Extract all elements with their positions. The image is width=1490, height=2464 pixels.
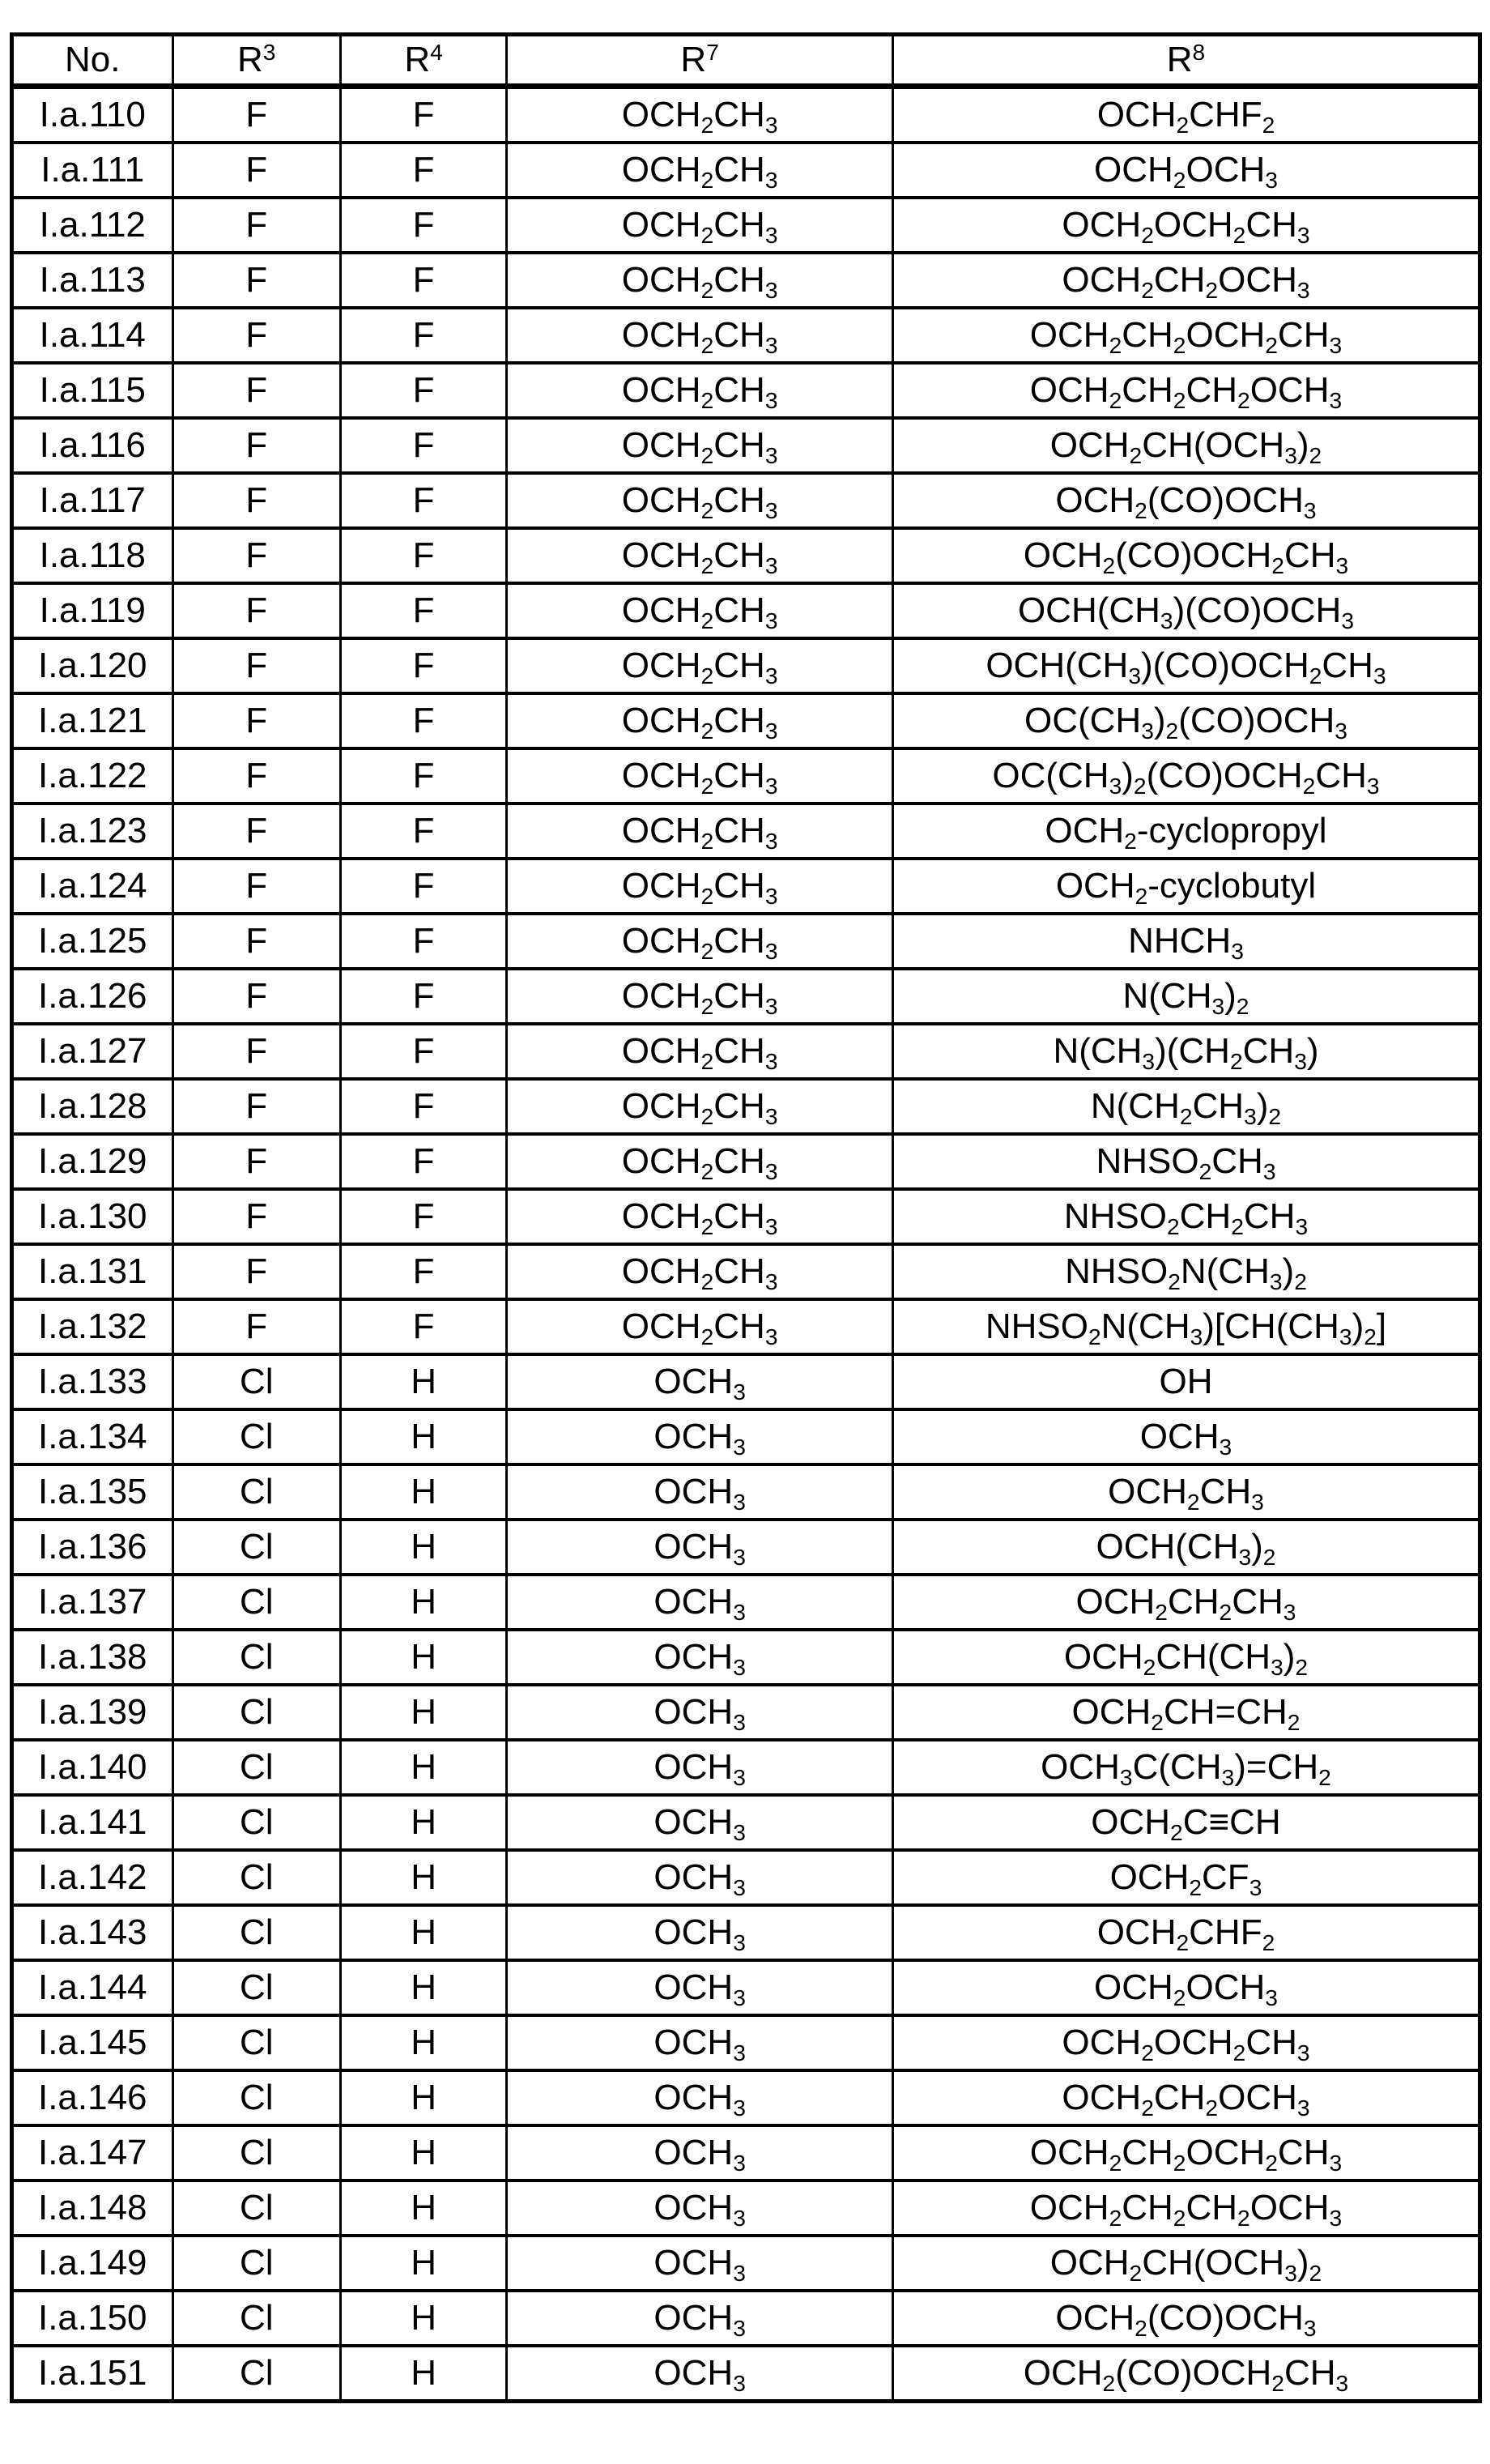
cell-r3: Cl: [172, 2291, 340, 2346]
cell-r4: H: [340, 1795, 506, 1850]
cell-no: I.a.117: [12, 473, 173, 528]
table-row: [12, 1685, 1480, 1740]
cell-r3: Cl: [172, 2070, 340, 2125]
cell-r4: F: [340, 1024, 506, 1079]
cell-r4: H: [340, 1850, 506, 1905]
cell-r4: H: [340, 2236, 506, 2291]
cell-r8: $OCH_2CHF_2$: [892, 1905, 1479, 1960]
cell-r8: $OCH(CH_3)_2$: [892, 1520, 1479, 1575]
cell-r7: $OCH_2CH_3$: [507, 914, 893, 969]
cell-r7: $OCH_2CH_3$: [507, 693, 893, 748]
cell-r3: F: [172, 1299, 340, 1354]
cell-r7: $OCH_2CH_3$: [507, 748, 893, 804]
cell-r7: $OCH_2CH_3$: [507, 198, 893, 253]
cell-r7: $OCH_3$: [507, 1740, 893, 1795]
cell-r8: $N(CH_2CH_3)_2$: [892, 1079, 1479, 1134]
cell-no: I.a.127: [12, 1024, 173, 1079]
cell-no: I.a.149: [12, 2236, 173, 2291]
cell-r7: $OCH_3$: [507, 1409, 893, 1464]
cell-r7: $OCH_3$: [507, 1520, 893, 1575]
table-row: [12, 2291, 1480, 2346]
column-header-r3: $R^3$: [172, 35, 340, 87]
cell-r7: $OCH_2CH_3$: [507, 308, 893, 363]
cell-r3: Cl: [172, 1795, 340, 1850]
cell-no: I.a.133: [12, 1354, 173, 1409]
cell-r7: $OCH_2CH_3$: [507, 859, 893, 914]
column-header-no: No.: [12, 35, 173, 87]
cell-r8: $OCH_2CH_2OCH_3$: [892, 2070, 1479, 2125]
cell-r8: $OCH_2CH(CH_3)_2$: [892, 1630, 1479, 1685]
cell-r3: F: [172, 804, 340, 859]
cell-r7: $OCH_2CH_3$: [507, 1024, 893, 1079]
cell-r4: F: [340, 1189, 506, 1244]
column-header-r7: $R^7$: [507, 35, 893, 87]
cell-no: I.a.116: [12, 418, 173, 473]
cell-r8: $NHSO_2N(CH_3)_2$: [892, 1244, 1479, 1299]
cell-r7: $OCH_3$: [507, 1905, 893, 1960]
cell-r8: $NHCH_3$: [892, 914, 1479, 969]
cell-r8: $N(CH_3)(CH_2CH_3)$: [892, 1024, 1479, 1079]
cell-r3: F: [172, 748, 340, 804]
cell-r4: F: [340, 748, 506, 804]
cell-r7: $OCH_2CH_3$: [507, 638, 893, 693]
table-row: [12, 583, 1480, 638]
cell-r8: $OCH_2CH=CH_2$: [892, 1685, 1479, 1740]
table-row: [12, 1740, 1480, 1795]
cell-r3: Cl: [172, 1354, 340, 1409]
cell-r7: $OCH_2CH_3$: [507, 969, 893, 1024]
cell-no: I.a.122: [12, 748, 173, 804]
cell-r8: $OCH_2CF_3$: [892, 1850, 1479, 1905]
cell-r3: Cl: [172, 1409, 340, 1464]
cell-r7: $OCH_2CH_3$: [507, 143, 893, 198]
cell-r4: H: [340, 1575, 506, 1630]
cell-r8: $NHSO_2N(CH_3)[CH(CH_3)_2]$: [892, 1299, 1479, 1354]
cell-r3: F: [172, 473, 340, 528]
cell-r7: $OCH_2CH_3$: [507, 1134, 893, 1189]
cell-r3: Cl: [172, 2346, 340, 2402]
substituent-table: [10, 32, 1482, 2403]
cell-r7: $OCH_3$: [507, 1575, 893, 1630]
cell-r7: $OCH_2CH_3$: [507, 418, 893, 473]
cell-r4: F: [340, 418, 506, 473]
table-row: [12, 1905, 1480, 1960]
cell-r8: $OCH_2CH_2OCH_2CH_3$: [892, 308, 1479, 363]
table-row: [12, 2346, 1480, 2402]
cell-r7: $OCH_3$: [507, 1630, 893, 1685]
cell-no: I.a.118: [12, 528, 173, 583]
table-row: [12, 2125, 1480, 2181]
cell-no: I.a.130: [12, 1189, 173, 1244]
table-row: [12, 1024, 1480, 1079]
table-row: [12, 693, 1480, 748]
cell-r4: H: [340, 1740, 506, 1795]
table-row: [12, 87, 1480, 143]
cell-r4: F: [340, 638, 506, 693]
cell-r4: F: [340, 1079, 506, 1134]
cell-r7: $OCH_2CH_3$: [507, 87, 893, 143]
table-header: [12, 35, 1480, 87]
table-row: [12, 1630, 1480, 1685]
cell-r4: F: [340, 253, 506, 308]
cell-r4: F: [340, 1134, 506, 1189]
cell-r8: $OCH_2OCH_2CH_3$: [892, 2015, 1479, 2070]
cell-r3: Cl: [172, 1685, 340, 1740]
cell-r4: F: [340, 969, 506, 1024]
cell-r8: $OCH_2CH_3$: [892, 1464, 1479, 1520]
column-header-r4: $R^4$: [340, 35, 506, 87]
cell-r8: $OCH_2CH_2CH_2OCH_3$: [892, 2181, 1479, 2236]
cell-r4: H: [340, 1905, 506, 1960]
cell-r8: $OCH_2OCH_3$: [892, 1960, 1479, 2015]
cell-r3: F: [172, 1134, 340, 1189]
table-row: [12, 363, 1480, 418]
cell-r7: $OCH_3$: [507, 2236, 893, 2291]
cell-r7: $OCH_3$: [507, 2181, 893, 2236]
table-row: [12, 1299, 1480, 1354]
table-row: [12, 859, 1480, 914]
cell-no: I.a.131: [12, 1244, 173, 1299]
cell-r4: F: [340, 363, 506, 418]
cell-r8: $OC(CH_3)_2(CO)OCH_3$: [892, 693, 1479, 748]
cell-r3: F: [172, 143, 340, 198]
cell-r8: $OCH_2CH_2CH_2OCH_3$: [892, 363, 1479, 418]
cell-r3: F: [172, 528, 340, 583]
table-row: [12, 1464, 1480, 1520]
cell-r7: $OCH_2CH_3$: [507, 363, 893, 418]
cell-r4: F: [340, 308, 506, 363]
table-row: [12, 1354, 1480, 1409]
cell-r3: Cl: [172, 1850, 340, 1905]
cell-r3: Cl: [172, 2015, 340, 2070]
cell-r8: $OCH_2CH_2OCH_3$: [892, 253, 1479, 308]
cell-r4: F: [340, 528, 506, 583]
cell-r7: $OCH_2CH_3$: [507, 528, 893, 583]
cell-r4: H: [340, 1685, 506, 1740]
cell-r3: Cl: [172, 2125, 340, 2181]
cell-r7: $OCH_3$: [507, 2346, 893, 2402]
cell-no: I.a.124: [12, 859, 173, 914]
cell-r4: H: [340, 1354, 506, 1409]
cell-no: I.a.112: [12, 198, 173, 253]
cell-r8: $OCH_2OCH_3$: [892, 143, 1479, 198]
cell-r4: F: [340, 198, 506, 253]
cell-r8: OH: [892, 1354, 1479, 1409]
cell-r3: Cl: [172, 1520, 340, 1575]
cell-r8: $OCH_2CH(OCH_3)_2$: [892, 418, 1479, 473]
cell-r3: F: [172, 914, 340, 969]
cell-r7: $OCH_3$: [507, 2125, 893, 2181]
cell-r4: H: [340, 2015, 506, 2070]
cell-r3: F: [172, 363, 340, 418]
cell-r7: $OCH_2CH_3$: [507, 583, 893, 638]
cell-r3: F: [172, 1024, 340, 1079]
table-row: [12, 308, 1480, 363]
cell-r8: $OCH_2CH(OCH_3)_2$: [892, 2236, 1479, 2291]
cell-no: I.a.135: [12, 1464, 173, 1520]
cell-r3: F: [172, 638, 340, 693]
cell-r3: Cl: [172, 1960, 340, 2015]
cell-r4: H: [340, 1520, 506, 1575]
cell-no: I.a.142: [12, 1850, 173, 1905]
cell-r4: F: [340, 583, 506, 638]
cell-r3: F: [172, 87, 340, 143]
cell-r4: F: [340, 473, 506, 528]
cell-no: I.a.144: [12, 1960, 173, 2015]
cell-no: I.a.119: [12, 583, 173, 638]
cell-r3: F: [172, 583, 340, 638]
table-row: [12, 1079, 1480, 1134]
cell-r7: $OCH_3$: [507, 2291, 893, 2346]
table-row: [12, 1244, 1480, 1299]
cell-r8: $OCH_2C\equiv CH$: [892, 1795, 1479, 1850]
cell-r8: $OCH_2(CO)OCH_3$: [892, 473, 1479, 528]
table-row: [12, 418, 1480, 473]
cell-r8: $OCH(CH_3)(CO)OCH_3$: [892, 583, 1479, 638]
cell-r8: $OCH_2$-cyclopropyl: [892, 804, 1479, 859]
cell-r3: Cl: [172, 2236, 340, 2291]
cell-no: I.a.110: [12, 87, 173, 143]
cell-r8: $NHSO_2CH_2CH_3$: [892, 1189, 1479, 1244]
column-header-r8: $R^8$: [892, 35, 1479, 87]
cell-no: I.a.146: [12, 2070, 173, 2125]
cell-no: I.a.136: [12, 1520, 173, 1575]
table-row: [12, 473, 1480, 528]
cell-r7: $OCH_2CH_3$: [507, 473, 893, 528]
table-row: [12, 1795, 1480, 1850]
cell-r7: $OCH_2CH_3$: [507, 1079, 893, 1134]
table-row: [12, 804, 1480, 859]
cell-r3: F: [172, 859, 340, 914]
cell-no: I.a.114: [12, 308, 173, 363]
cell-no: I.a.123: [12, 804, 173, 859]
table-row: [12, 638, 1480, 693]
cell-r4: F: [340, 1244, 506, 1299]
cell-r3: Cl: [172, 1740, 340, 1795]
cell-r8: $OCH_2CH_2OCH_2CH_3$: [892, 2125, 1479, 2181]
cell-r7: $OCH_3$: [507, 1354, 893, 1409]
cell-r8: $OCH_3C(CH_3)=CH_2$: [892, 1740, 1479, 1795]
table-row: [12, 1960, 1480, 2015]
table-row: [12, 2236, 1480, 2291]
cell-no: I.a.128: [12, 1079, 173, 1134]
cell-r3: F: [172, 693, 340, 748]
cell-r4: H: [340, 2181, 506, 2236]
cell-r3: F: [172, 308, 340, 363]
cell-r7: $OCH_2CH_3$: [507, 1189, 893, 1244]
cell-no: I.a.126: [12, 969, 173, 1024]
table-row: [12, 528, 1480, 583]
cell-r4: H: [340, 2291, 506, 2346]
cell-r4: H: [340, 2346, 506, 2402]
cell-r4: F: [340, 1299, 506, 1354]
table-row: [12, 1409, 1480, 1464]
table-row: [12, 969, 1480, 1024]
table-row: [12, 1520, 1480, 1575]
cell-r8: $OCH(CH_3)(CO)OCH_2CH_3$: [892, 638, 1479, 693]
cell-no: I.a.139: [12, 1685, 173, 1740]
cell-r4: F: [340, 693, 506, 748]
cell-no: I.a.148: [12, 2181, 173, 2236]
cell-no: I.a.147: [12, 2125, 173, 2181]
table-row: [12, 1134, 1480, 1189]
cell-r8: $OCH_2(CO)OCH_2CH_3$: [892, 528, 1479, 583]
cell-r3: Cl: [172, 1630, 340, 1685]
cell-no: I.a.137: [12, 1575, 173, 1630]
cell-r4: H: [340, 1464, 506, 1520]
cell-no: I.a.111: [12, 143, 173, 198]
cell-no: I.a.145: [12, 2015, 173, 2070]
cell-r7: $OCH_3$: [507, 1850, 893, 1905]
cell-r8: $OCH_2(CO)OCH_3$: [892, 2291, 1479, 2346]
table-row: [12, 2015, 1480, 2070]
table-row: [12, 914, 1480, 969]
cell-r4: H: [340, 2070, 506, 2125]
cell-r7: $OCH_3$: [507, 1960, 893, 2015]
cell-r8: $OC(CH_3)_2(CO)OCH_2CH_3$: [892, 748, 1479, 804]
cell-r3: Cl: [172, 1575, 340, 1630]
cell-r3: F: [172, 1189, 340, 1244]
cell-r3: F: [172, 969, 340, 1024]
cell-no: I.a.143: [12, 1905, 173, 1960]
table-row: [12, 748, 1480, 804]
cell-r8: $OCH_2CHF_2$: [892, 87, 1479, 143]
cell-r8: $OCH_3$: [892, 1409, 1479, 1464]
cell-r8: $NHSO_2CH_3$: [892, 1134, 1479, 1189]
table-row: [12, 198, 1480, 253]
cell-no: I.a.140: [12, 1740, 173, 1795]
table-row: [12, 2070, 1480, 2125]
cell-r3: F: [172, 198, 340, 253]
cell-r3: F: [172, 1079, 340, 1134]
cell-no: I.a.138: [12, 1630, 173, 1685]
cell-r7: $OCH_3$: [507, 2070, 893, 2125]
cell-r7: $OCH_3$: [507, 1464, 893, 1520]
cell-r7: $OCH_2CH_3$: [507, 1244, 893, 1299]
cell-r4: H: [340, 2125, 506, 2181]
cell-no: I.a.134: [12, 1409, 173, 1464]
cell-r4: H: [340, 1960, 506, 2015]
cell-r4: F: [340, 87, 506, 143]
cell-r3: F: [172, 1244, 340, 1299]
table-row: [12, 1189, 1480, 1244]
cell-r4: F: [340, 804, 506, 859]
cell-r3: Cl: [172, 1905, 340, 1960]
cell-r4: H: [340, 1409, 506, 1464]
cell-r8: $OCH_2CH_2CH_3$: [892, 1575, 1479, 1630]
table-body: [12, 87, 1480, 2402]
cell-r3: F: [172, 253, 340, 308]
cell-no: I.a.121: [12, 693, 173, 748]
cell-r8: $OCH_2$-cyclobutyl: [892, 859, 1479, 914]
cell-r8: $OCH_2OCH_2CH_3$: [892, 198, 1479, 253]
cell-r4: F: [340, 914, 506, 969]
cell-no: I.a.129: [12, 1134, 173, 1189]
cell-r8: $N(CH_3)_2$: [892, 969, 1479, 1024]
cell-r7: $OCH_3$: [507, 1795, 893, 1850]
cell-r4: H: [340, 1630, 506, 1685]
cell-r8: $OCH_2(CO)OCH_2CH_3$: [892, 2346, 1479, 2402]
table-row: [12, 1575, 1480, 1630]
cell-r7: $OCH_3$: [507, 2015, 893, 2070]
cell-r7: $OCH_2CH_3$: [507, 253, 893, 308]
cell-no: I.a.141: [12, 1795, 173, 1850]
cell-no: I.a.125: [12, 914, 173, 969]
cell-r4: F: [340, 143, 506, 198]
cell-no: I.a.113: [12, 253, 173, 308]
table-row: [12, 253, 1480, 308]
cell-no: I.a.115: [12, 363, 173, 418]
cell-r4: F: [340, 859, 506, 914]
cell-r3: F: [172, 418, 340, 473]
cell-r7: $OCH_2CH_3$: [507, 1299, 893, 1354]
cell-r3: Cl: [172, 1464, 340, 1520]
cell-no: I.a.150: [12, 2291, 173, 2346]
table-row: [12, 1850, 1480, 1905]
table-row: [12, 2181, 1480, 2236]
cell-no: I.a.120: [12, 638, 173, 693]
cell-no: I.a.151: [12, 2346, 173, 2402]
cell-r3: Cl: [172, 2181, 340, 2236]
cell-no: I.a.132: [12, 1299, 173, 1354]
cell-r7: $OCH_2CH_3$: [507, 804, 893, 859]
cell-r7: $OCH_3$: [507, 1685, 893, 1740]
header-row: [12, 35, 1480, 87]
table-row: [12, 143, 1480, 198]
